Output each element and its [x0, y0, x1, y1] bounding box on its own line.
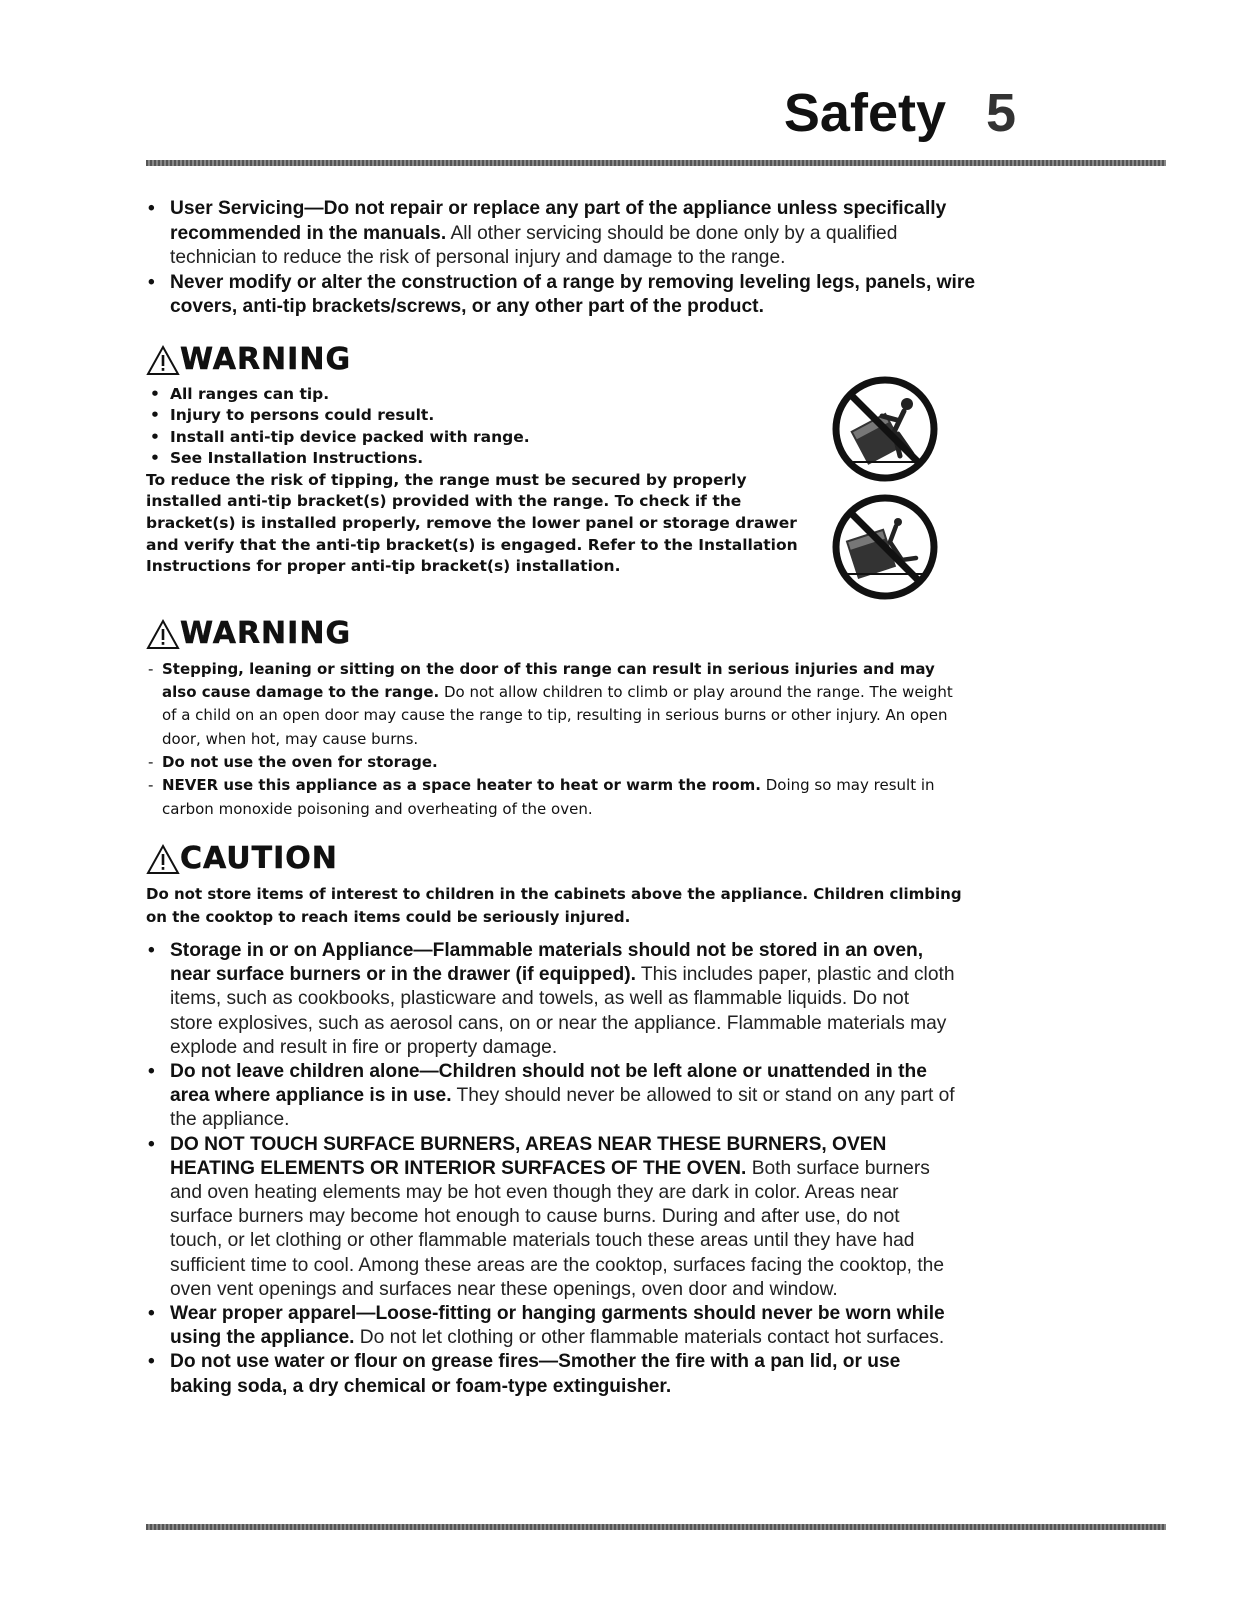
- page-header: [146, 72, 1166, 152]
- no-tipping-person-icon: [830, 374, 940, 484]
- bullet-bold-text: User Servicing—Do not repair or replace any part of the appliance unless specifically recommended in the manuals.: [170, 198, 947, 244]
- warning-triangle-icon: [146, 344, 180, 376]
- bullet-bold-text: DO NOT TOUCH SURFACE BURNERS, AREAS NEAR THESE BURNERS, OVEN HEATING ELEMENTS OR INTERIOR SURFACES OF THE OVEN.: [170, 1133, 887, 1179]
- bullet-bold-text: Do not leave children alone—Children should not be left alone or unattended in the area where appliance is in use.: [170, 1060, 927, 1107]
- caution-heading-text: CAUTION: [180, 841, 338, 877]
- bottom-divider: [146, 1524, 1166, 1530]
- bullet-text: Doing so may result in carbon monoxide poisoning and overheating of the oven.: [162, 776, 935, 818]
- top-divider: [146, 160, 1166, 166]
- list-item: [146, 271, 976, 320]
- bullet-bold-text: Never modify or alter the construction of a range by removing leveling legs, panels, wire covers, anti-tip brackets/screws, or any other part of the product.: [170, 271, 976, 317]
- bullet-text: Both surface burners and oven heating elements may be hot even though they are dark in color. Areas near surface burners may become hot enough to cause burns. During and after use, do not touch, or let clothing or other flammable materials touch these areas until they have had sufficient time to cool. Among these areas are the cooktop, surfaces facing the cooktop, the oven vent openings and surfaces near these openings, oven door and window.: [170, 1157, 944, 1300]
- page-title: Safety: [783, 83, 946, 143]
- bullet-text: Do not let clothing or other flammable materials contact hot surfaces.: [354, 1327, 945, 1349]
- list-item: [146, 1060, 956, 1133]
- bullet-bold-text: Stepping, leaning or sitting on the door of this range can result in serious injuries and may also cause damage to the range.: [162, 659, 935, 702]
- bullet-text: They should never be allowed to sit or stand on any part of the appliance.: [170, 1085, 955, 1131]
- list-item: [146, 658, 966, 751]
- bullet-bold-text: Wear proper apparel—Loose-fitting or hanging garments should never be worn while using the appliance.: [170, 1302, 945, 1349]
- bullet-bold-text: Storage in or on Appliance—Flammable materials should not be stored in an oven, near surface burners or in the drawer (if equipped).: [170, 939, 924, 986]
- bullet-text: All other servicing should be done only by a qualified technician to reduce the risk of personal injury and damage to the range.: [170, 222, 898, 268]
- list-item: [146, 774, 966, 821]
- list-item: [146, 197, 976, 271]
- list-item: • Install anti-tip device packed with range.: [146, 427, 826, 449]
- warning-pictograms: [830, 374, 940, 610]
- page-number: 5: [985, 83, 1016, 143]
- bullet-text: This includes paper, plastic and cloth items, such as cookbooks, plasticware and towels, as well as flammable liquids. Do not store explosives, such as aerosol cans, on or near the appliance. Flammable materials may explode and result in fire or property damage.: [170, 964, 955, 1058]
- list-item: [146, 1133, 956, 1302]
- caution-heading: [146, 839, 976, 879]
- warning-triangle-icon: [146, 618, 180, 650]
- warning-heading: [146, 614, 976, 654]
- bottom-bullets: [146, 939, 956, 1399]
- warning-heading-text: WARNING: [180, 342, 352, 377]
- warning1-list: [146, 384, 826, 470]
- list-item: [146, 939, 956, 1060]
- warning2-list: [146, 658, 966, 821]
- warning1-body: [146, 384, 826, 578]
- bullet-bold-text: NEVER use this appliance as a space heater to heat or warm the room.: [162, 776, 761, 795]
- list-item: • See Installation Instructions.: [146, 448, 826, 470]
- list-item: • Injury to persons could result.: [146, 405, 826, 427]
- warning-heading-text: WARNING: [180, 616, 352, 652]
- warning2-body: [146, 658, 966, 821]
- list-item: • All ranges can tip.: [146, 384, 826, 406]
- bullet-bold-text: Do not use water or flour on grease fires—Smother the fire with a pan lid, or use baking soda, a dry chemical or foam-type extinguisher.: [170, 1351, 901, 1397]
- list-item: [146, 751, 966, 774]
- intro-bullets: [146, 197, 976, 320]
- list-item: [146, 1302, 956, 1350]
- no-leaning-on-door-icon: [830, 492, 940, 602]
- bullet-text: Do not allow children to climb or play around the range. The weight of a child on an open door may cause the range to tip, resulting in serious burns or other injury. An open door, when hot, may cause burns.: [162, 683, 953, 748]
- caution-paragraph: Do not store items of interest to children in the cabinets above the appliance. Children climbing on the cooktop to reach items could be seriously injured.: [146, 884, 962, 926]
- bullet-bold-text: Do not use the oven for storage.: [162, 753, 438, 772]
- warning-triangle-icon: [146, 843, 180, 875]
- list-item: [146, 1350, 956, 1398]
- warning1-paragraph: To reduce the risk of tipping, the range must be secured by properly installed anti-tip bracket(s) provided with the range. To check if the bracket(s) is installed properly, remove the lower panel or storage drawer and verify that the anti-tip bracket(s) is engaged. Refer to the Installation Instructions for proper anti-tip bracket(s) installation.: [146, 470, 798, 576]
